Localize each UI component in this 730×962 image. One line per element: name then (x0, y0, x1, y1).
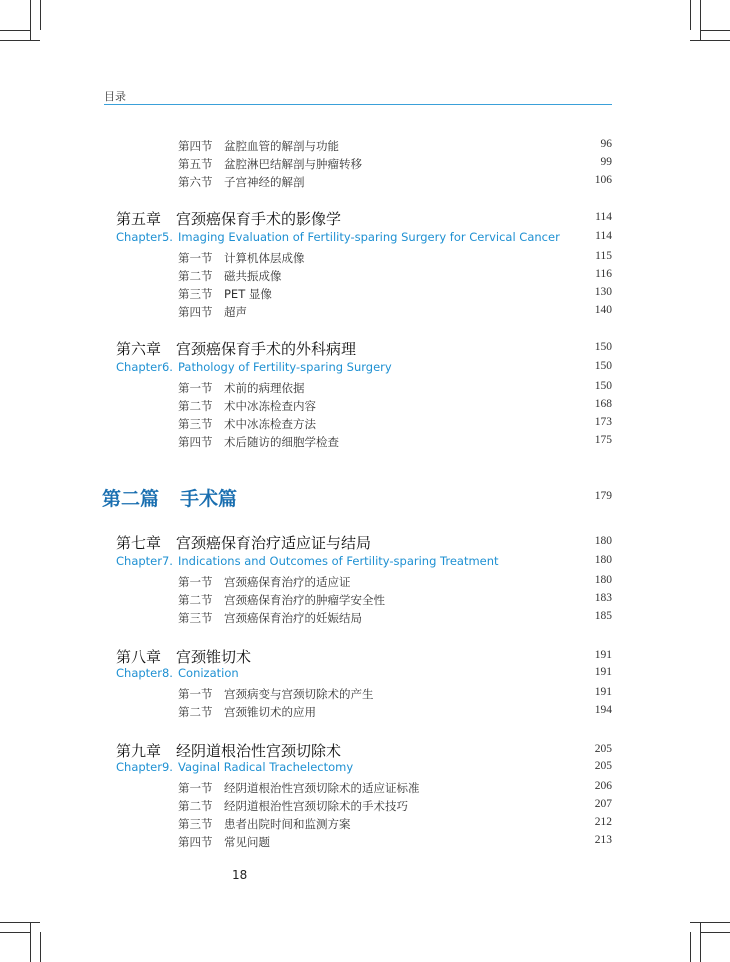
section-title: 计算机体层成像 (224, 251, 305, 265)
page-number: 180 (594, 554, 612, 566)
chapter-number: 第八章 (116, 648, 162, 666)
toc-chapter-english-row[interactable] (0, 666, 730, 682)
section-title: 患者出院时间和监测方案 (224, 817, 351, 831)
toc-section-row[interactable] (0, 138, 730, 154)
section-title: 超声 (224, 305, 247, 319)
page-number: 150 (594, 341, 612, 353)
chapter-title: 经阴道根治性宫颈切除术 (176, 742, 342, 760)
page-number: 130 (594, 286, 612, 298)
section-number: 第二节 (178, 593, 213, 607)
section-title: 经阴道根治性宫颈切除术的手术技巧 (224, 799, 408, 813)
page-number: 150 (594, 380, 612, 392)
crop-mark-bottom-right-h2 (690, 922, 730, 923)
crop-mark-top-right-v2 (700, 0, 701, 40)
section-number: 第五节 (178, 157, 213, 171)
page-number: 191 (594, 686, 612, 698)
chapter-title: 宫颈癌保育手术的外科病理 (176, 340, 357, 358)
toc-section-row[interactable] (0, 704, 730, 720)
crop-mark-bottom-right-v2 (700, 922, 701, 962)
toc-chapter-english-row[interactable] (0, 554, 730, 570)
toc-section-row[interactable] (0, 834, 730, 850)
page-number: 99 (600, 156, 612, 168)
section-number: 第二节 (178, 705, 213, 719)
toc-chapter-row[interactable] (0, 208, 730, 228)
section-number: 第四节 (178, 139, 213, 153)
toc-section-row[interactable] (0, 268, 730, 284)
running-header: 目录 (104, 90, 126, 103)
section-number: 第四节 (178, 305, 213, 319)
page-number: 207 (594, 798, 612, 810)
chapter-english-number: Chapter8. (116, 666, 173, 680)
section-number: 第三节 (178, 417, 213, 431)
chapter-english-title: Conization (178, 666, 239, 680)
chapter-number: 第九章 (116, 742, 162, 760)
section-number: 第一节 (178, 687, 213, 701)
section-title: 术中冰冻检查内容 (224, 399, 316, 413)
section-title: 术前的病理依据 (224, 381, 305, 395)
crop-mark-top-left-v (30, 0, 31, 40)
crop-mark-top-left-h (0, 30, 30, 31)
toc-chapter-english-row[interactable] (0, 760, 730, 776)
page-number: 116 (595, 268, 612, 280)
section-number: 第三节 (178, 287, 213, 301)
toc-chapter-row[interactable] (0, 646, 730, 666)
toc-section-row[interactable] (0, 434, 730, 450)
page-number: 206 (594, 780, 612, 792)
toc-section-row[interactable] (0, 304, 730, 320)
page-number: 185 (594, 610, 612, 622)
chapter-english-title: Pathology of Fertility-sparing Surgery (178, 360, 392, 374)
section-number: 第一节 (178, 251, 213, 265)
section-number: 第六节 (178, 175, 213, 189)
section-number: 第二节 (178, 269, 213, 283)
section-title: 盆腔淋巴结解剖与肿瘤转移 (224, 157, 362, 171)
section-title: 宫颈癌保育治疗的妊娠结局 (224, 611, 362, 625)
chapter-english-number: Chapter7. (116, 554, 173, 568)
page-number: 150 (594, 360, 612, 372)
page-number: 179 (594, 490, 612, 502)
chapter-english-title: Indications and Outcomes of Fertility-sparing Treatment (178, 554, 499, 568)
toc-chapter-english-row[interactable] (0, 230, 730, 246)
toc-section-row[interactable] (0, 610, 730, 626)
chapter-english-number: Chapter9. (116, 760, 173, 774)
crop-mark-top-right-h (700, 30, 730, 31)
section-title: 术中冰冻检查方法 (224, 417, 316, 431)
part-title: 手术篇 (180, 488, 238, 510)
section-title: 宫颈病变与宫颈切除术的产生 (224, 687, 374, 701)
section-title: 子宫神经的解剖 (224, 175, 305, 189)
page-number: 106 (594, 174, 612, 186)
toc-section-row[interactable] (0, 816, 730, 832)
page-number: 213 (594, 834, 612, 846)
page-number: 180 (594, 535, 612, 547)
footer-page-number: 18 (232, 868, 248, 882)
toc-section-row[interactable] (0, 798, 730, 814)
crop-mark-bottom-left-v (30, 922, 31, 962)
toc-section-row[interactable] (0, 780, 730, 796)
chapter-title: 宫颈癌保育治疗适应证与结局 (176, 534, 372, 552)
toc-section-row[interactable] (0, 592, 730, 608)
toc-section-row[interactable] (0, 574, 730, 590)
chapter-number: 第六章 (116, 340, 162, 358)
section-title: 盆腔血管的解剖与功能 (224, 139, 339, 153)
page-number: 183 (594, 592, 612, 604)
toc-section-row[interactable] (0, 416, 730, 432)
chapter-number: 第五章 (116, 210, 162, 228)
page-number: 115 (595, 250, 612, 262)
crop-mark-top-right-v (690, 0, 691, 30)
section-title: 宫颈癌保育治疗的肿瘤学安全性 (224, 593, 385, 607)
crop-mark-top-left-h2 (0, 40, 40, 41)
chapter-english-title: Vaginal Radical Trachelectomy (178, 760, 354, 774)
crop-mark-bottom-left-v2 (40, 932, 41, 962)
toc-chapter-english-row[interactable] (0, 360, 730, 376)
section-title: 常见问题 (224, 835, 270, 849)
chapter-title: 宫颈癌保育手术的影像学 (176, 210, 342, 228)
section-title: 术后随访的细胞学检查 (224, 435, 339, 449)
chapter-number: 第七章 (116, 534, 162, 552)
toc-part-row[interactable] (0, 484, 730, 510)
section-number: 第一节 (178, 575, 213, 589)
page-number: 114 (595, 230, 612, 242)
toc-section-row[interactable] (0, 156, 730, 172)
toc-section-row[interactable] (0, 286, 730, 302)
page-number: 205 (594, 743, 612, 755)
crop-mark-bottom-right-h (700, 932, 730, 933)
chapter-english-number: Chapter6. (116, 360, 173, 374)
chapter-english-number: Chapter5. (116, 230, 173, 244)
page-number: 191 (594, 649, 612, 661)
page-number: 212 (594, 816, 612, 828)
page-number: 173 (594, 416, 612, 428)
toc-section-row[interactable] (0, 250, 730, 266)
crop-mark-bottom-left-h (0, 932, 30, 933)
section-title: 宫颈锥切术的应用 (224, 705, 316, 719)
page-number: 205 (594, 760, 612, 772)
section-title: 宫颈癌保育治疗的适应证 (224, 575, 351, 589)
page-number: 194 (594, 704, 612, 716)
page-number: 96 (600, 138, 612, 150)
page-number: 191 (594, 666, 612, 678)
toc-chapter-row[interactable] (0, 338, 730, 358)
toc-section-row[interactable] (0, 686, 730, 702)
crop-mark-top-right-h2 (690, 40, 730, 41)
toc-chapter-row[interactable] (0, 532, 730, 552)
chapter-english-title: Imaging Evaluation of Fertility-sparing Surgery for Cervical Cancer (178, 230, 560, 244)
section-number: 第四节 (178, 435, 213, 449)
section-number: 第三节 (178, 817, 213, 831)
toc-chapter-row[interactable] (0, 740, 730, 760)
header-rule (104, 104, 612, 105)
section-title: 磁共振成像 (224, 269, 282, 283)
section-number: 第一节 (178, 381, 213, 395)
crop-mark-top-left-v2 (40, 0, 41, 30)
toc-section-row[interactable] (0, 174, 730, 190)
section-title: PET 显像 (224, 287, 272, 301)
page-number: 180 (594, 574, 612, 586)
section-number: 第二节 (178, 799, 213, 813)
part-number: 第二篇 (102, 488, 160, 510)
section-number: 第二节 (178, 399, 213, 413)
section-title: 经阴道根治性宫颈切除术的适应证标准 (224, 781, 420, 795)
page-number: 175 (594, 434, 612, 446)
section-number: 第一节 (178, 781, 213, 795)
crop-mark-bottom-right-v (690, 932, 691, 962)
toc-section-row[interactable] (0, 380, 730, 396)
page-number: 168 (594, 398, 612, 410)
section-number: 第四节 (178, 835, 213, 849)
chapter-title: 宫颈锥切术 (176, 648, 252, 666)
page-number: 114 (595, 211, 612, 223)
crop-mark-bottom-left-h2 (0, 922, 40, 923)
section-number: 第三节 (178, 611, 213, 625)
page-number: 140 (594, 304, 612, 316)
toc-section-row[interactable] (0, 398, 730, 414)
